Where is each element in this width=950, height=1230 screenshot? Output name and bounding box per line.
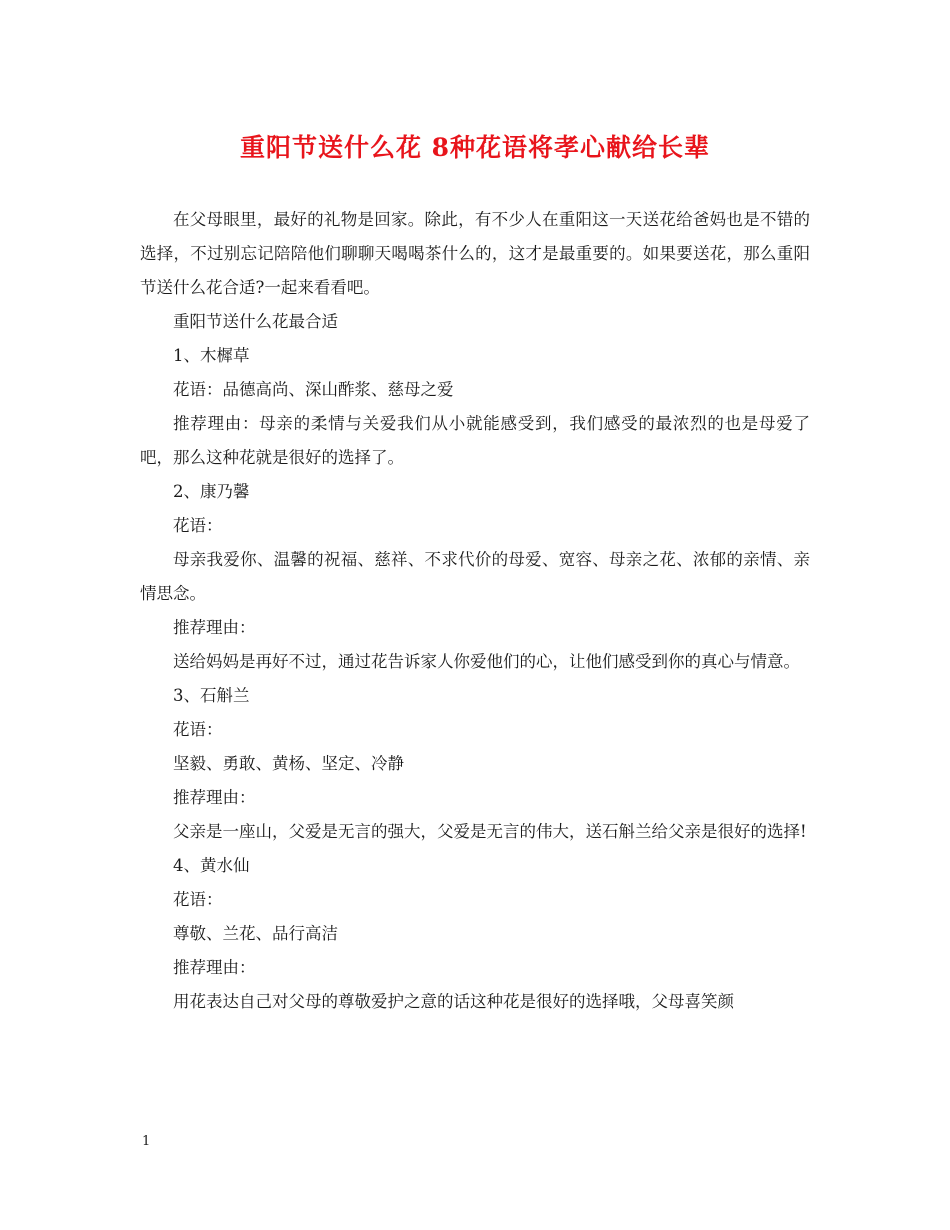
recommendation-2: 送给妈妈是再好不过，通过花告诉家人你爱他们的心，让他们感受到你的真心与情意。 (173, 652, 800, 671)
recommendation-label-4: 推荐理由： (173, 958, 256, 977)
flower-language-4: 尊敬、兰花、品行高洁 (173, 924, 338, 943)
intro-paragraph: 在父母眼里，最好的礼物是回家。除此，有不少人在重阳这一天送花给爸妈也是不错的选择，不过别忘记陪陪他们聊聊天喝喝茶什么的，这才是最重要的。如果要送花，那么重阳节送什么花合适?一起来看看吧。 (140, 210, 810, 297)
document-body (140, 203, 810, 1019)
flower-heading-2: 2、康乃馨 (173, 482, 250, 501)
recommendation-label-3: 推荐理由： (173, 788, 256, 807)
flower-language-1: 花语：品德高尚、深山酢浆、慈母之爱 (173, 380, 454, 399)
section-heading: 重阳节送什么花最合适 (173, 312, 338, 331)
recommendation-3: 父亲是一座山，父爱是无言的强大，父爱是无言的伟大，送石斛兰给父亲是很好的选择! (173, 822, 807, 841)
page-number: 1 (142, 1134, 151, 1149)
document-title: 重阳节送什么花 8种花语将孝心献给长辈 (239, 133, 711, 162)
flower-language-2: 母亲我爱你、温馨的祝福、慈祥、不求代价的母爱、宽容、母亲之花、浓郁的亲情、亲情思念。 (140, 550, 810, 603)
flower-language-3: 坚毅、勇敢、黄杨、坚定、冷静 (173, 754, 404, 773)
flower-heading-3: 3、石斛兰 (173, 686, 250, 705)
recommendation-4: 用花表达自己对父母的尊敬爱护之意的话这种花是很好的选择哦，父母喜笑颜 (173, 992, 734, 1011)
recommendation-label-2: 推荐理由： (173, 618, 256, 637)
flower-language-label-3: 花语： (173, 720, 223, 739)
flower-heading-1: 1、木樨草 (173, 346, 250, 365)
flower-language-label-4: 花语： (173, 890, 223, 909)
flower-language-label-2: 花语： (173, 516, 223, 535)
flower-heading-4: 4、黄水仙 (173, 856, 250, 875)
recommendation-1: 推荐理由：母亲的柔情与关爱我们从小就能感受到，我们感受的最浓烈的也是母爱了吧，那么这种花就是很好的选择了。 (140, 414, 810, 467)
